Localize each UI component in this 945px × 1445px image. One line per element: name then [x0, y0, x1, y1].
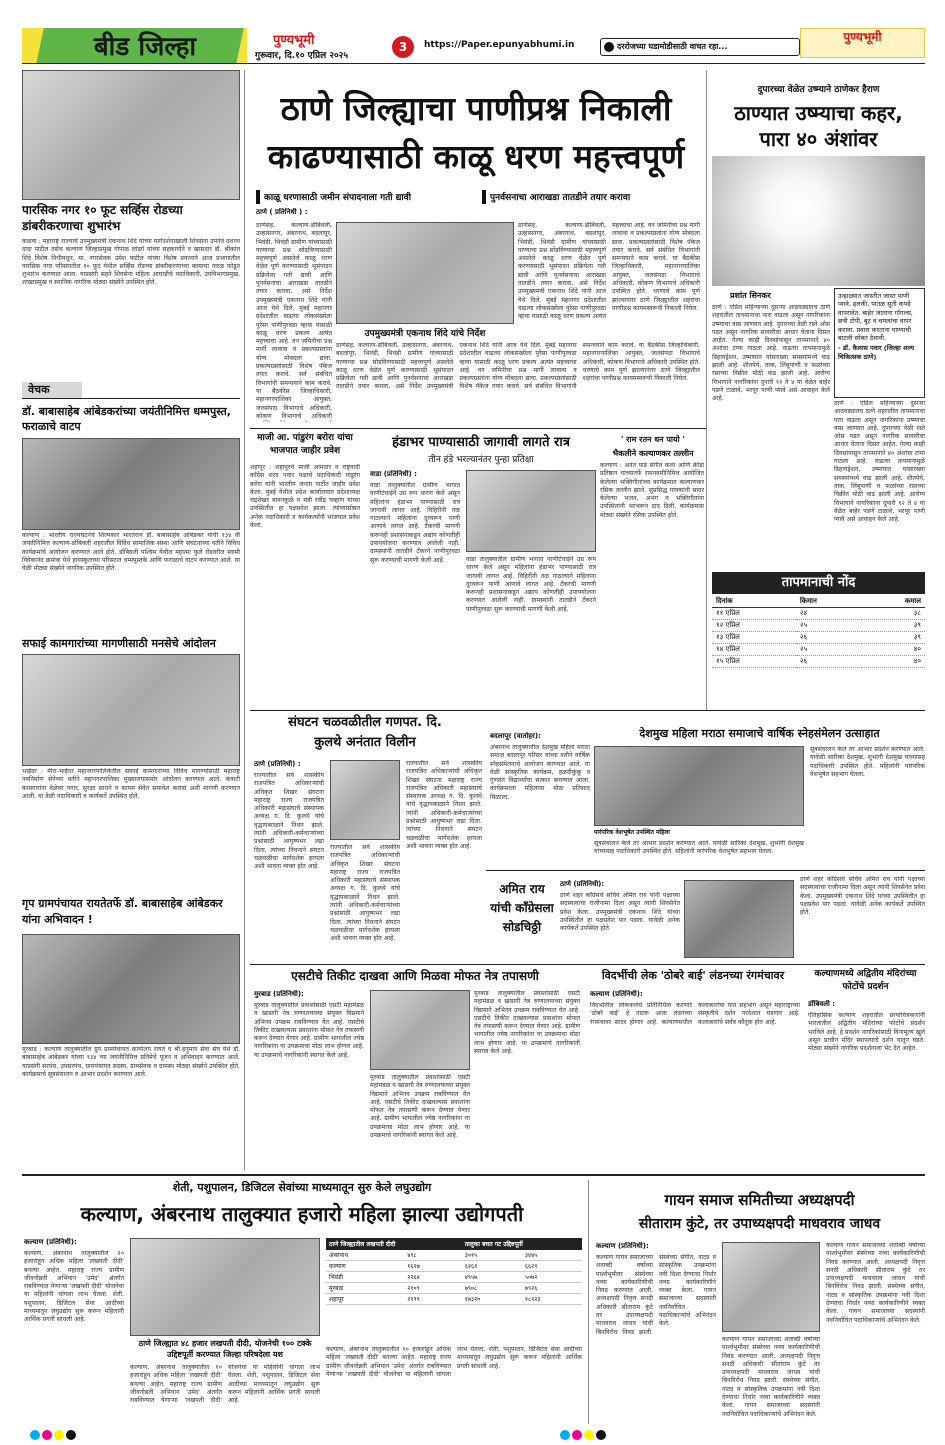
bottom-body-col3: कल्याण, अंबरनाथ तालुक्यातील १० हजारांहून अधिक महिला 'लखपती दीदी' बनल्या आहेत. महाराष्ट्र राज्य ग्रामीण जीवनोन्नती अभियान 'उमेद' अंतर्गत राबविण्यात येणाऱ्या 'लखपती दीदी' योजनेचा या महिलांनी चांगला लाभ घेतला. शेती, पशुपालन, डिजिटल सेवा आदींच्या माध्यमातून लघुउद्योग सुरू करून महिलांनी आर्थिक प्रगती साधली आहे. [326, 1346, 582, 1378]
temp-cell: २६ [796, 632, 862, 644]
ticker [600, 38, 800, 56]
row3-s3-dateline: डोंबिवली : [808, 1000, 836, 1008]
story1-photo [22, 70, 240, 200]
mid-s2-dateline: वाडा (प्रतिनिधी) : [370, 470, 417, 478]
story4-headline: गृप ग्रामपंचायत रायतेतर्फे डॉ. बाबासाहेब आंबेडकर यांना अभिवादन ! [22, 897, 223, 926]
heat-body-col2: ठाणे : एप्रिल महिन्याच्या दुसऱ्या आठवड्यातच ठाणे शहरातील तापमानाचा पारा वाढला असून नागरिकांना उष्म्याचा त्रास जाणवत आहे. दुपारच्या वेळी रस्ते ओस पडत असून नागरिक सावलीचा आधार घेताना दिसत आहेत. गेल्या काही दिवसांपासून तापमानाने ४० अंशांचा टप्पा गाठला आहे. वाढत्या तापमानामुळे डिहायड्रेशन, उष्माघात यांसारख्या समस्यांमध्ये वाढ झाली आहे. शीतपेये, ताक, लिंबूपाणी व फळांच्या रसाच्या विक्रीत मोठी वाढ झाली आहे. आरोग्य विभागाने नागरिकांना दुपारी १२ ते ४ या वेळेत बाहेर पडणे टाळावे, भरपूर पाणी प्यावे असे आवाहन केले आहे. [834, 400, 925, 524]
left-column-rule [244, 70, 245, 1170]
lead-photo-caption: उपमुख्यमंत्री एकनाथ शिंदे यांचे निर्देश [364, 329, 486, 339]
story3-headline: सफाई कामगारांच्या मागणीसाठी मनसेचे आंदोलन [22, 637, 216, 650]
ldt-cell: अंबरनाथ [326, 1250, 404, 1261]
heat-headline-line1: ठाण्यात उष्म्याचा कहर, [734, 101, 903, 125]
section-rule [22, 398, 240, 399]
br-headline-2: सीताराम कुंटे, तर उपाध्यक्षपदी माधवराव जाधव [638, 1216, 881, 1232]
ldt-row [326, 1272, 582, 1283]
temp-cell: १५ एप्रिल [712, 656, 796, 668]
lead-body-right: ठाणेसह, कल्याण-डोंबिवली, उल्हासनगर, अंबरनाथ, बदलापूर, भिवंडी, भिवंडी ग्रामीण यांच्यासाठी पाण्याचा प्रश्न सोडविण्यासाठी महत्त्वपूर्ण असलेले काळू धरण वेळेत पूर्ण करण्यासाठी भूसंपादन प्रक्रियेला गती द्यावी आणि पुनर्वसनाचा आराखडा तातडीने तयार करावा, असे निर्देश उपमुख्यमंत्री एकनाथ शिंदे यांनी आज येथे दिले. मुंबई महानगर प्रदेशातील वाढत्या लोकसंख्येला पुरेसा पाणीपुरवठा व्हावा यासाठी काळू धरण प्रकल्प अत्यंत महत्त्वाचा आहे. वन जमिनीचा प्रश्न मार्गी लावावा व प्रकल्पग्रस्तांना योग्य मोबदला द्यावा. प्रकल्पग्रस्तांसाठी विशेष पॅकेज तयार करावे. सर्व संबंधित विभागांनी समन्वयाने काम करावे. या बैठकीस जिल्हाधिकारी, महानगरपालिका आयुक्त, जलसंपदा विभागाचे अधिकारी, कोकण विभागाचे अधिकारी उपस्थित होते. धरणाचे काम पूर्ण झाल्यानंतर ठाणे जिल्ह्यातील शहरांचा पाणीप्रश्न कायमस्वरूपी निकाली निघेल. [518, 222, 700, 321]
row3-s1-headline: एसटीचे तिकीट दाखवा आणि मिळवा मोफत नेत्र तपासणी [291, 969, 539, 983]
black-dot [596, 1430, 606, 1440]
bottom-body-col2: कल्याण, अंबरनाथ तालुक्यातील १० हजारांहून अधिक महिला 'लखपती दीदी' बनल्या आहेत. महाराष्ट्र राज्य ग्रामीण जीवनोन्नती अभियान 'उमेद' अंतर्गत राबविण्यात येणाऱ्या 'लखपती दीदी' योजनेचा या महिलांनी चांगला लाभ घेतला. शेती, पशुपालन, डिजिटल सेवा आदींच्या माध्यमातून लघुउद्योग सुरू करून महिलांनी आर्थिक प्रगती साधली आहे. [130, 1364, 320, 1405]
row2-s4-photo [684, 880, 794, 958]
ldt-cell: २१०९ [404, 1283, 461, 1294]
temp-row [712, 656, 925, 668]
registration-strip-right [560, 1430, 606, 1440]
heat-byline: प्रशांत सिनकर [730, 291, 771, 300]
row2-s2-body: अंबरनाथ तालुक्यातील देशमुख महिला मराठा समाज बदलापूर परिसर यांच्या वतीने वार्षिक स्नेहसंमेलनाचे आयोजन करण्यात आले. या वेळी सांस्कृतिक कार्यक्रम, हळदीकुंकू व गुणवंत विद्यार्थ्यांचा सत्कार करण्यात आला. कार्यक्रमाला महिलांचा मोठा प्रतिसाद मिळाला. [490, 744, 590, 801]
row2-s4-dateline: ठाणे (प्रतिनिधी): [560, 880, 605, 888]
row2-s1-dateline: ठाणे (प्रतिनिधी) : [254, 760, 301, 768]
row3-s1-body-col1: मुरबाड तालुक्यातील प्रवाशांसाठी एसटी महामंडळ व खासगी नेत्र रुग्णालयाच्या संयुक्त विद्यमाने अभिनव उपक्रम राबविण्यात येत आहे. एसटीचे तिकीट दाखवल्यास प्रवाशांना मोफत नेत्र तपासणी करून देण्यात येणार आहे. ग्रामीण भागातील ज्येष्ठ नागरिकांना या उपक्रमाचा मोठा लाभ होणार आहे. या उपक्रमाचे नागरिकांनी स्वागत केले आहे. [254, 1002, 364, 1059]
row2-s3-body-b: सूत्रसंचालन केले तर आभार प्रदर्शन करण्यात आले. यावेळी सारिका देशमुख, शुभांगी देशमुख यांच्यासह पदाधिकारी उपस्थित होते. महिलांनी पारंपरिक वेशभूषेत सहभाग घेतला. [810, 746, 925, 778]
story2-body: कल्याण : भारतीय राज्यघटनेचे शिल्पकार भारतरत्न डॉ. बाबासाहेब आंबेडकर यांची १३४ वी जयंतीनिमित्त कल्याण-डोंबिवली शहरातील विविध सामाजिक संस्था आणि संघटनांच्या वतीने विविध कार्यक्रमांचे आयोजन करण्यात आले होते. डोंबिवली पश्चिम येथील महात्मा फुले रोडवरील स्वामी विवेकानंद क्रमांक येथे हायस्कूलच्या परिसरात धम्मपुस्तके आणि फराळाचे वाटप करण्यात आले. या वेळी मोठ्या संख्येने नागरिक उपस्थित होते. [22, 532, 240, 573]
brand-logo: पुण्यभूमी [273, 33, 315, 48]
ldt-cell: ६६२९ [522, 1261, 582, 1272]
row2-s1-body-col3: राज्यातील सर्व शासकीय राजपत्रित अधिकाऱ्यांची अधिकृत शिखर संघटना महाराष्ट्र राज्य राजपत्रित अधिकारी महासंघाचे संस्थापक अध्यक्ष ग. दि. कुलथे यांचे वृद्धापकाळाने निधन झाले. त्यांनी अधिकारी-कर्मचाऱ्यांच्या प्रश्नांसाठी आयुष्यभर लढा दिला. त्यांच्या निधनाने संघटन चळवळीचा मार्गदर्शक हरपला अशी भावना व्यक्त होत आहे. [406, 760, 482, 850]
temp-col-max: कमाल [862, 596, 925, 608]
mid-s2-body-col1: वाडा तालुक्यातील ग्रामीण भागात पाणीटंचाईने उग्र रूप धारण केले असून महिलांना हंडाभर पाण्यासाठी रात्र जागावी लागत आहे. विहिरींनी तळ गाठल्याने महिलांना दूरवरून पाणी आणावे लागत आहे. टँकरची मागणी करूनही प्रशासनाकडून अद्याप कोणतीही उपाययोजना करण्यात आलेली नाही. ग्रामस्थांनी तातडीने टँकरने पाणीपुरवठा सुरू करण्याची मागणी केली आहे. [370, 482, 460, 564]
br-photo [722, 1242, 820, 1332]
ldt-title-1: ठाणे जिल्ह्यातील लखपती दीदी [326, 1238, 462, 1250]
br-body-col1: कल्याण गायन समाजाच्या शताब्दी वर्षाच्या पार्श्वभूमीवर संस्थेच्या नव्या कार्यकारिणीची निवड करण्यात आली. अध्यक्षपदी निवृत्त सनदी अधिकारी सीताराम कुंटे तर उपाध्यक्षपदी माधवराव जाधव यांची बिनविरोध निवड झाली. संस्थेच्या संगीत, नाट्य व सांस्कृतिक उपक्रमांना नवी दिशा देण्याचा निर्धार नव्या कार्यकारिणीने व्यक्त केला. गायन समाजाच्या सदस्यांनी नवनिर्वाचित पदाधिकाऱ्यांचे अभिनंदन केले. [596, 1254, 716, 1336]
lead-subhead-2: पुनर्वसनाचा आराखडा तातडीने तयार करावा [482, 190, 700, 204]
ldt-cell: ४९५७ [462, 1272, 522, 1283]
temp-cell: ३९ [862, 620, 925, 632]
row3-s2-body: विदर्भातील लोककलेचे प्रतिनिधित्व करणारे 'ठोबरे बाई' हे नाटक आता लंडनच्या रंगमंचावर सादर होणार आहे. कल्याणमधील कलाकारांचा यात सहभाग असून महाराष्ट्राच्या संस्कृतीचे दर्शन परदेशात घडणार आहे. कलाकारांचे सर्वत्र कौतुक होत आहे. [590, 1002, 800, 1026]
ldt-cell: १८९२३ [522, 1294, 582, 1305]
lead-subhead-1: काळू धरणासाठी जमीन संपादनाला गती द्यावी [256, 190, 476, 204]
ldt-cell: ३४४५ [522, 1250, 582, 1261]
mid-s2-sub: तीन हंडे भरल्यानंतर पुन्हा प्रतिक्षा [428, 455, 534, 465]
mid-s2-photo [466, 470, 596, 552]
mid-row-rule [250, 428, 706, 429]
story1-headline: पारसिक नगर १० फूट सर्व्हिस रोडच्या डांबरीकरणाचा शुभारंभ [22, 203, 183, 233]
temp-table [712, 596, 925, 668]
bottom-rule [22, 1174, 925, 1176]
ticker-text: दररोजच्या घडामोडीसाठी वाचत रहा... [617, 42, 728, 51]
section-label: वेचक [22, 382, 82, 398]
row2-s4-body-b: ठाणे शहर काँग्रेसचे सचिव अमित राय यांनी पक्षाच्या सदस्यत्वाचा राजीनामा दिला असून त्यांनी शिवसेनेत प्रवेश केला. उपमुख्यमंत्री एकनाथ शिंदे यांच्या उपस्थितीत हा पक्षप्रवेश पार पडला. यावेळी अनेक कार्यकर्ते उपस्थित होते. [800, 876, 925, 917]
mid-s1-body: शहापूर : शहापूरचे माजी आमदार व राष्ट्रवादी काँग्रेस शरद पवार पक्षाचे पदाधिकारी पांडुरंग बरोरा यांनी भारतीय जनता पार्टीत जाहीर प्रवेश केला. मुंबई येथील प्रदेश कार्यालयात प्रदेशाध्यक्ष चंद्रशेखर बावनकुळे व मंत्री रवींद्र चव्हाण यांच्या उपस्थितीत हा पक्षप्रवेश झाला. त्यांच्यासोबत अनेक पदाधिकारी व कार्यकर्त्यांनी भाजपात प्रवेश केला. [250, 464, 360, 530]
ldt-cell: मुरबाड [326, 1283, 404, 1294]
cyan-dot [560, 1430, 570, 1440]
temp-cell: २५ [796, 620, 862, 632]
issue-date: गुरूवार, दि.१० एप्रिल २०२५ [255, 51, 349, 61]
bottom-body-col1: कल्याण, अंबरनाथ तालुक्यातील १० हजारांहून अधिक महिला 'लखपती दीदी' बनल्या आहेत. महाराष्ट्र राज्य ग्रामीण जीवनोन्नती अभियान 'उमेद' अंतर्गत राबविण्यात येणाऱ्या 'लखपती दीदी' योजनेचा या महिलांनी चांगला लाभ घेतला. शेती, पशुपालन, डिजिटल सेवा आदींच्या माध्यमातून लघुउद्योग सुरू करून महिलांनी आर्थिक प्रगती साधली आहे. [24, 1250, 124, 1324]
lead-body-col1: ठाणेसह, कल्याण-डोंबिवली, उल्हासनगर, अंबरनाथ, बदलापूर, भिवंडी, भिवंडी ग्रामीण यांच्यासाठी पाण्याचा प्रश्न सोडविण्यासाठी महत्त्वपूर्ण असलेले काळू धरण वेळेत पूर्ण करण्यासाठी भूसंपादन प्रक्रियेला गती द्यावी आणि पुनर्वसनाचा आराखडा तातडीने तयार करावा, असे निर्देश उपमुख्यमंत्री एकनाथ शिंदे यांनी आज येथे दिले. मुंबई महानगर प्रदेशातील वाढत्या लोकसंख्येला पुरेसा पाणीपुरवठा व्हावा यासाठी काळू धरण प्रकल्प अत्यंत महत्त्वाचा आहे. वन जमिनीचा प्रश्न मार्गी लावावा व प्रकल्पग्रस्तांना योग्य मोबदला द्यावा. प्रकल्पग्रस्तांसाठी विशेष पॅकेज तयार करावे. सर्व संबंधित विभागांनी समन्वयाने काम करावे. या बैठकीस जिल्हाधिकारी, महानगरपालिका आयुक्त, जलसंपदा विभागाचे अधिकारी, कोकण विभागाचे अधिकारी [256, 222, 332, 420]
row2-s1-portrait [330, 760, 400, 840]
yellow-dot [54, 1430, 64, 1440]
row2-s2-dateline: बदलापूर (वार्ताहर): [490, 732, 541, 740]
heat-photo [712, 156, 925, 286]
row3-s3-body: ऐतिहासिक कल्याण शहरातील छायाचित्रकारांनी भारतातील अद्वितीय मंदिरांच्या फोटोंचे प्रदर्शन भरविले आहे. हे प्रदर्शन नागरिकांसाठी विनामूल्य खुले असून प्राचीन मंदिर स्थापत्याचे दर्शन यातून घडते. मोठ्या संख्येने नागरिक प्रदर्शनाला भेट देत आहेत. [808, 1012, 925, 1053]
ldt-row [326, 1250, 582, 1261]
temp-cell: १२ एप्रिल [712, 620, 796, 632]
row2-s1-headline-1: संघटन चळवळीतील गणपत. दि. [288, 715, 442, 730]
story4-body: मुरबाड : कल्याण तालुक्यातील ग्रुप ग्रामपंचायत कार्यालय रायते व श्री.हनुमान सेवा संघ येथे डॉ. बाबासाहेब आंबेडकर यांच्या १३४ व्या जयंतीनिमित्त प्रतिमेचे पूजन व अभिवादन करण्यात आले. याप्रसंगी सरपंच, उपसरपंच, ग्रामपंचायत सदस्य, ग्रामसेवक व ग्रामस्थ मोठ्या संख्येने उपस्थित होते. कार्यक्रमाचे सूत्रसंचालन व आभार प्रदर्शन करण्यात आले. [22, 1046, 240, 1078]
temp-cell: २६ [796, 656, 862, 668]
mid-s3-headline: ' राम रतन धन पायो ' [621, 435, 685, 444]
magenta-dot [572, 1430, 582, 1440]
row3-rule [250, 964, 925, 965]
row2-s1-body-col1: राज्यातील सर्व शासकीय राजपत्रित अधिकाऱ्यांची अधिकृत शिखर संघटना महाराष्ट्र राज्य राजपत्रित अधिकारी महासंघाचे संस्थापक अध्यक्ष ग. दि. कुलथे यांचे वृद्धापकाळाने निधन झाले. त्यांनी अधिकारी-कर्मचाऱ्यांच्या प्रश्नांसाठी आयुष्यभर लढा दिला. त्यांच्या निधनाने संघटन चळवळीचा मार्गदर्शक हरपला अशी भावना व्यक्त होत आहे. [254, 772, 324, 871]
temp-col-min: किमान [796, 596, 862, 608]
lead-body-rest: ठाणेसह, कल्याण-डोंबिवली, उल्हासनगर, अंबरनाथ, बदलापूर, भिवंडी, भिवंडी ग्रामीण यांच्यासाठी पाण्याचा प्रश्न सोडविण्यासाठी महत्त्वपूर्ण असलेले काळू धरण वेळेत पूर्ण करण्यासाठी भूसंपादन प्रक्रियेला गती द्यावी आणि पुनर्वसनाचा आराखडा तातडीने तयार करावा, असे निर्देश उपमुख्यमंत्री एकनाथ शिंदे यांनी आज येथे दिले. मुंबई महानगर प्रदेशातील वाढत्या लोकसंख्येला पुरेसा पाणीपुरवठा व्हावा यासाठी काळू धरण प्रकल्प अत्यंत महत्त्वाचा आहे. वन जमिनीचा प्रश्न मार्गी लावावा व प्रकल्पग्रस्तांना योग्य मोबदला द्यावा. प्रकल्पग्रस्तांसाठी विशेष पॅकेज तयार करावे. सर्व संबंधित विभागांनी समन्वयाने काम करावे. या बैठकीस जिल्हाधिकारी, महानगरपालिका आयुक्त, जलसंपदा विभागाचे अधिकारी, कोकण विभागाचे अधिकारी उपस्थित होते. धरणाचे काम पूर्ण झाल्यानंतर ठाणे जिल्ह्यातील शहरांचा पाणीप्रश्न कायमस्वरूपी निकाली निघेल. [336, 342, 700, 391]
mid-s3-sub: भैकलीने कल्याणकर तल्लीन [612, 449, 694, 458]
temp-table-wrap [712, 596, 925, 702]
masthead-rule [22, 63, 925, 64]
ldt-cell: २९९९ [404, 1294, 461, 1305]
ldt-title-2: तालुका बचत गट उद्दिष्टपूर्ती [462, 1238, 582, 1250]
temp-cell: १४ एप्रिल [712, 644, 796, 656]
mid-s2-body-col2: वाडा तालुक्यातील ग्रामीण भागात पाणीटंचाईने उग्र रूप धारण केले असून महिलांना हंडाभर पाण्यासाठी रात्र जागावी लागत आहे. विहिरींनी तळ गाठल्याने महिलांना दूरवरून पाणी आणावे लागत आहे. टँकरची मागणी करूनही प्रशासनाकडून अद्याप कोणतीही उपाययोजना करण्यात आलेली नाही. ग्रामस्थांनी तातडीने टँकरने पाणीपुरवठा सुरू करण्याची मागणी केली आहे. [466, 556, 596, 613]
row2-s1-headline-2: कुलथे अनंतात विलीन [314, 735, 416, 750]
row2-s3-caption: पारंपरिक वेशभूषेत उपस्थित महिला [594, 829, 670, 836]
temp-cell: ३८ [862, 608, 925, 620]
lead-photo [336, 222, 514, 324]
bottom-headline: कल्याण, अंबरनाथ तालुक्यात हजारो महिला झाल्या उद्योगपती [80, 1202, 524, 1226]
ldt-row [326, 1261, 582, 1272]
row2-s4-headline: अमित राय यांची काँग्रेसला सोडचिठ्ठी [490, 882, 554, 934]
br-headline-1: गायन समाज समितीच्या अध्यक्षपदी [664, 1191, 855, 1209]
temp-row [712, 644, 925, 656]
heat-body-col1: ठाणे : एप्रिल महिन्याच्या दुसऱ्या आठवड्यातच ठाणे शहरातील तापमानाचा पारा वाढला असून नागरिकांना उष्म्याचा त्रास जाणवत आहे. दुपारच्या वेळी रस्ते ओस पडत असून नागरिक सावलीचा आधार घेताना दिसत आहेत. गेल्या काही दिवसांपासून तापमानाने ४० अंशांचा टप्पा गाठला आहे. वाढत्या तापमानामुळे डिहायड्रेशन, उष्माघात यांसारख्या समस्यांमध्ये वाढ झाली आहे. शीतपेये, ताक, लिंबूपाणी व फळांच्या रसाच्या विक्रीत मोठी वाढ झाली आहे. आरोग्य विभागाने नागरिकांना दुपारी १२ ते ४ या वेळेत बाहेर पडणे टाळावे, भरपूर पाणी प्यावे असे आवाहन केले आहे. [712, 304, 830, 403]
lead-dateline: ठाणे ( प्रतिनिधी ) : [256, 208, 308, 216]
page-number: 3 [392, 36, 414, 58]
temp-col-date: दिनांक [712, 596, 796, 608]
bottom-dateline: कल्याण (प्रतिनिधी): [24, 1238, 77, 1246]
story3-body: भाईंदर : मीरा-भाईंदर महानगरपालिकेतील सफाई कामगारांच्या विविध मागण्यांसाठी महाराष्ट्र नवनिर्माण सेनेच्या वतीने महानगरपालिका मुख्यालयासमोर आंदोलन करण्यात आले. कंत्राटी कामगारांना वेळेवर पगार, सुरक्षा साधने व कायम सेवेत समावेश करावा अशी मागणी करण्यात आली. या वेळी पदाधिकारी व कार्यकर्ते उपस्थित होते. [22, 768, 240, 800]
bottom-kicker: शेती, पशुपालन, डिजिटल सेवांच्या माध्यमातून सुरु केले लघुउद्योग [172, 1181, 432, 1194]
brand-logo-right [800, 28, 925, 58]
temp-row [712, 620, 925, 632]
heat-quote: उन्हाळ्यात जास्तीत जास्त पाणी प्यावे. हलकी, पातळ सुती कपडे वापरावेत. बाहेर जाताना गॉगल्स, छत्री टोपी, बूट व चपलांचा वापर करावा. प्रवास करताना पाण्याची बाटली सोबत ठेवावी. [838, 292, 913, 343]
row3-s3-headline: कल्याणमध्ये अद्वितीय मंदिरांच्या फोटोंचे प्रदर्शन [814, 969, 917, 992]
row3-s2-dateline: कल्याण (प्रतिनिधी): [590, 990, 643, 998]
ldt-table [326, 1238, 582, 1305]
heat-quote-author: - डॉ. कैलास पवार (जिल्हा शल्य चिकित्सक ठाणे) [838, 344, 915, 361]
row3-s1-dateline: मुरबाड (प्रतिनिधी): [254, 990, 304, 998]
mid-s2-headline: हंडाभर पाण्यासाठी जागावी लागते रात्र [392, 435, 570, 450]
row2-s3-headline: देशमुख महिला मराठा समाजाचे वार्षिक स्नेहसंमेलन उत्साहात [639, 727, 880, 740]
ldt-row [326, 1294, 582, 1305]
story3-photo [22, 654, 240, 766]
row3-s1-body-col3: मुरबाड तालुक्यातील प्रवाशांसाठी एसटी महामंडळ व खासगी नेत्र रुग्णालयाच्या संयुक्त विद्यमाने अभिनव उपक्रम राबविण्यात येत आहे. एसटीचे तिकीट दाखवल्यास प्रवाशांना मोफत नेत्र तपासणी करून देण्यात येणार आहे. ग्रामीण भागातील ज्येष्ठ नागरिकांना या उपक्रमाचा मोठा लाभ होणार आहे. या उपक्रमाचे नागरिकांनी स्वागत केले आहे. [474, 990, 580, 1056]
row2-s1-body-col2: राज्यातील सर्व शासकीय राजपत्रित अधिकाऱ्यांची अधिकृत शिखर संघटना महाराष्ट्र राज्य राजपत्रित अधिकारी महासंघाचे संस्थापक अध्यक्ष ग. दि. कुलथे यांचे वृद्धापकाळाने निधन झाले. त्यांनी अधिकारी-कर्मचाऱ्यांच्या प्रश्नांसाठी आयुष्यभर लढा दिला. त्यांच्या निधनाने संघटन चळवळीचा मार्गदर्शक हरपला अशी भावना व्यक्त होत आहे. [330, 844, 400, 943]
bottom-photo-caption: ठाणे जिल्ह्यात ४८ हजार लखपती दीदी, योजनेची १०० टक्के उद्दिष्टपूर्ती करण्यात जिल्हा परिषदेला यश [138, 1339, 312, 1359]
cyan-dot [30, 1430, 40, 1440]
br-body-col3: कल्याण गायन समाजाच्या शताब्दी वर्षाच्या पार्श्वभूमीवर संस्थेच्या नव्या कार्यकारिणीची निवड करण्यात आली. अध्यक्षपदी निवृत्त सनदी अधिकारी सीताराम कुंटे तर उपाध्यक्षपदी माधवराव जाधव यांची बिनविरोध निवड झाली. संस्थेच्या संगीत, नाट्य व सांस्कृतिक उपक्रमांना नवी दिशा देण्याचा निर्धार नव्या कार्यकारिणीने व्यक्त केला. गायन समाजाच्या सदस्यांनी नवनिर्वाचित पदाधिकाऱ्यांचे अभिनंदन केले. [826, 1242, 925, 1324]
temp-row [712, 632, 925, 644]
temp-cell: २५ [796, 644, 862, 656]
story1-body: कळवा : महाराष्ट्र राज्याचे उपमुख्यमंत्री एकनाथ शिंदे यांच्या मार्गदर्शनाखाली शिवसेना उपनेते दशरथ दादा पाटील तसेच कल्याण जिल्हाप्रमुख गोपाळ लांडगे यांच्या सहकार्याने व खासदार डॉ. श्रीकांत शिंदे विशेष निधीमधून, मा. नगरसेवक उमेश पाटील यांच्या विशेष प्रयत्नाने आज प्रभागातील पारसिक नगर परिसरातील १० फूट येथील सर्व्हिस रोडच्या डांबरीकरणाच्या कामाचा नारळ फोडून शुभारंभ करण्यात आला. याप्रसंगी सहने शिवसेना महिला आघाडीचे पदाधिकारी, उपविभागप्रमुख, शाखाप्रमुख व स्थानिक नागरिक मोठ्या संख्येने उपस्थित होते. [22, 238, 240, 287]
temp-row [712, 608, 925, 620]
row2-s3-photo [594, 746, 804, 826]
temp-cell: २४ [796, 608, 862, 620]
ldt-cell: ७९०८ [462, 1283, 522, 1294]
black-dot [66, 1430, 76, 1440]
row3-s1-photo [370, 990, 470, 1070]
ldt-cell: ३०१५ [462, 1250, 522, 1261]
story4-photo [22, 934, 240, 1044]
mid-s3-body: कल्याण : अनंत पाडे संगीत कला आणि क्रीडा प्रतिष्ठान यांच्यातर्फे रामनवमीनिमित्त आयोजित केलेल्या भक्तिगीतांच्या कार्यक्रमात कल्याणकर रसिक तल्लीन झाले. सुप्रसिद्ध गायकांनी सादर केलेल्या भजन, अभंग व भक्तिगीतांना उपस्थितांनी भरभरून दाद दिली. कार्यक्रमास मोठ्या संख्येने रसिक उपस्थित होते. [600, 462, 704, 519]
yellow-dot [584, 1430, 594, 1440]
br-body-col2: कल्याण गायन समाजाच्या शताब्दी वर्षाच्या पार्श्वभूमीवर संस्थेच्या नव्या कार्यकारिणीची निवड करण्यात आली. अध्यक्षपदी निवृत्त सनदी अधिकारी सीताराम कुंटे तर उपाध्यक्षपदी माधवराव जाधव यांची बिनविरोध निवड झाली. संस्थेच्या संगीत, नाट्य व सांस्कृतिक उपक्रमांना नवी दिशा देण्याचा निर्धार नव्या कार्यकारिणीने व्यक्त केला. गायन समाजाच्या सदस्यांनी नवनिर्वाचित पदाधिकाऱ्यांचे अभिनंदन केले. [722, 1336, 820, 1418]
section-title: बीड जिल्हा [93, 32, 197, 62]
row3-s1-body-col2: मुरबाड तालुक्यातील प्रवाशांसाठी एसटी महामंडळ व खासगी नेत्र रुग्णालयाच्या संयुक्त विद्यमाने अभिनव उपक्रम राबविण्यात येत आहे. एसटीचे तिकीट दाखवल्यास प्रवाशांना मोफत नेत्र तपासणी करून देण्यात येणार आहे. ग्रामीण भागातील ज्येष्ठ नागरिकांना या उपक्रमाचा मोठा लाभ होणार आहे. या उपक्रमाचे नागरिकांनी स्वागत केले आहे. [370, 1074, 470, 1140]
ldt-cell: ४९८ [404, 1250, 461, 1261]
temp-cell: १३ एप्रिल [712, 632, 796, 644]
bottom-photo [130, 1238, 320, 1336]
story2-photo [22, 438, 240, 530]
heat-quote-box [834, 288, 925, 398]
temp-cell: ४० [862, 644, 925, 656]
registration-strip-left [30, 1430, 76, 1440]
ldt-row [326, 1283, 582, 1294]
temp-table-title: तापमानाची नोंद [712, 572, 925, 594]
brand-right-text: पुण्यभूमी [843, 30, 882, 44]
mid-s1-headline: माजी आ. पांडुरंग बरोरा यांचा भाजपात जाहीर प्रवेश [257, 433, 353, 456]
ldt-cell: कल्याण [326, 1261, 404, 1272]
temp-cell: ११ एप्रिल [712, 608, 796, 620]
masthead [0, 0, 945, 64]
bottom-divider [588, 1180, 589, 1424]
ldt-cell: भिवंडी [326, 1272, 404, 1283]
ldt-cell: शहापूर [326, 1294, 404, 1305]
heat-headline-line2: पारा ४० अंशांवर [759, 127, 878, 151]
ldt-cell: ५०७२ [522, 1272, 582, 1283]
ldt-cell: ७९२६ [522, 1283, 582, 1294]
ldt-table-wrap [326, 1238, 582, 1342]
ldt-cell: २२६४ [404, 1272, 461, 1283]
ldt-cell: ६२६१ [462, 1261, 522, 1272]
temp-cell: ४० [862, 656, 925, 668]
temp-cell: ३९ [862, 632, 925, 644]
row2b-rule [486, 870, 925, 871]
lead-headline-line1: ठाणे जिल्ह्याचा पाणीप्रश्न निकाली [280, 89, 672, 128]
magenta-dot [42, 1430, 52, 1440]
right-column-rule [706, 70, 707, 710]
play-icon [604, 42, 614, 52]
lead-headline-line2: काढण्यासाठी काळू धरण महत्त्वपूर्ण [267, 137, 685, 176]
heat-kicker: दुपारच्या वेळेत उष्म्याने ठाणेकर हैराण [757, 85, 880, 95]
row2-s3-body-a: सूत्रसंचालन केले तर आभार प्रदर्शन करण्यात आले. यावेळी सारिका देशमुख, शुभांगी देशमुख यांच्यासह पदाधिकारी उपस्थित होते. महिलांनी पारंपरिक वेशभूषेत सहभाग घेतला. [594, 840, 804, 856]
story2-headline: डॉ. बाबासाहेब आंबेडकरांच्या जयंतीनिमित्त धम्मपुस्त, फराळाचे वाटप [22, 405, 231, 433]
epaper-url[interactable]: https://Paper.epunyabhumi.in [424, 40, 575, 50]
row2-rule [250, 710, 925, 711]
row2-s4-body: ठाणे शहर काँग्रेसचे सचिव अमित राय यांनी पक्षाच्या सदस्यत्वाचा राजीनामा दिला असून त्यांनी शिवसेनेत प्रवेश केला. उपमुख्यमंत्री एकनाथ शिंदे यांच्या उपस्थितीत हा पक्षप्रवेश पार पडला. यावेळी अनेक कार्यकर्ते उपस्थित होते. [560, 892, 680, 933]
ldt-cell: १७३२० [462, 1294, 522, 1305]
row3-s2-headline: विदर्भीची लेक 'ठोबरे बाई' लंडनच्या रंगमंचावर [601, 969, 785, 982]
ldt-cell: १६२७ [404, 1261, 461, 1272]
br-dateline: कल्याण (प्रतिनिधी): [596, 1242, 649, 1250]
